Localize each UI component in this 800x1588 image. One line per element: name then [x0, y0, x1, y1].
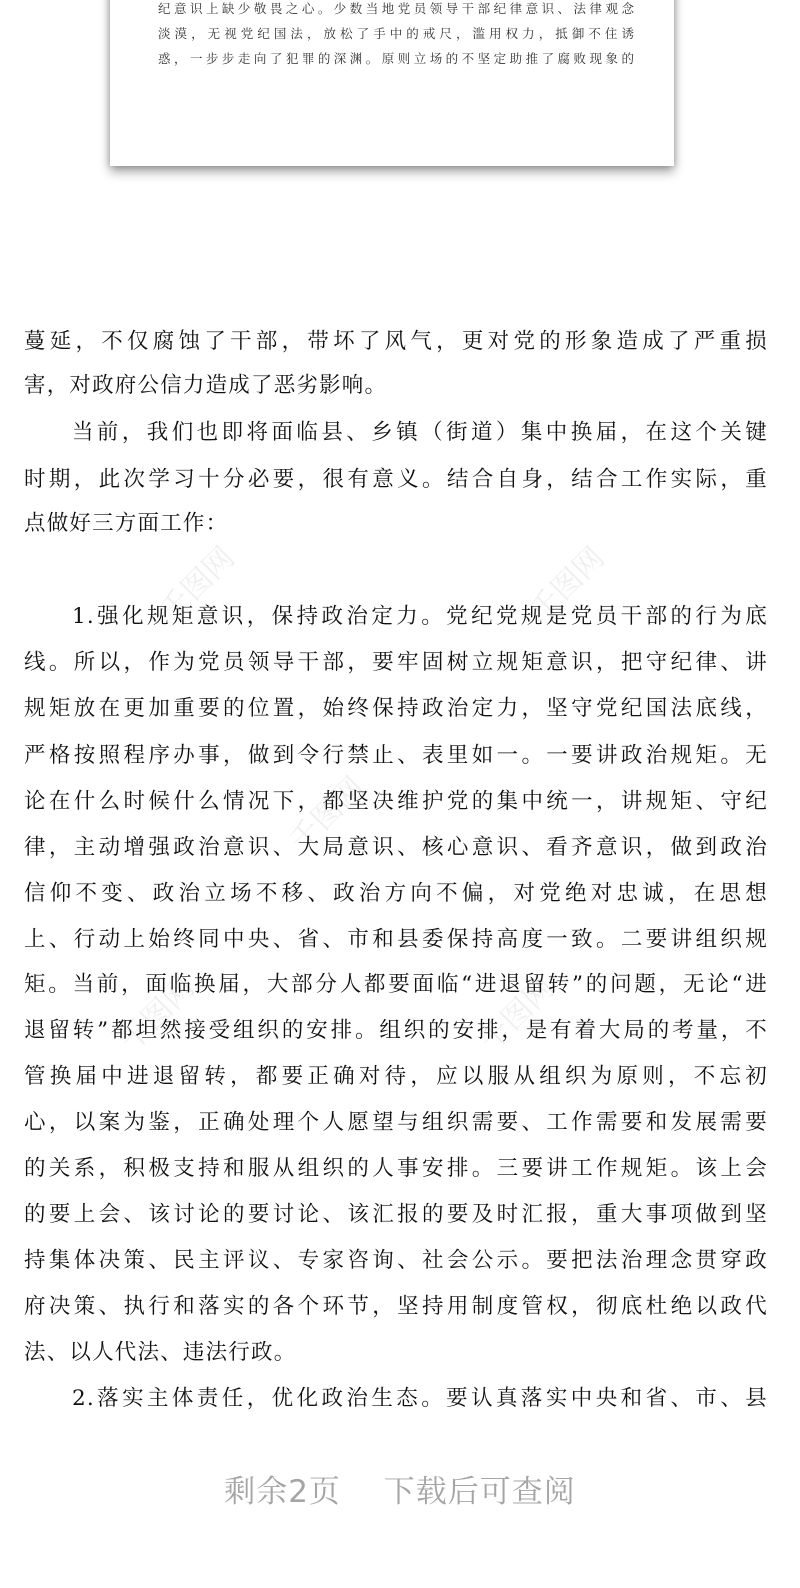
watermark: 千图网	[473, 970, 562, 1059]
paragraph-line: 管换届中进退留转，都要正确对待，应以服从组织为原则，不忘初	[24, 1064, 768, 1089]
paragraph-line: 害，对政府公信力造成了恶劣影响。	[24, 373, 388, 398]
remaining-pages-label: 剩余2页	[224, 1474, 341, 1510]
paragraph-line: 时期，此次学习十分必要，很有意义。结合自身，结合工作实际，重	[24, 467, 768, 492]
paragraph-line: 线。所以，作为党员领导干部，要牢固树立规矩意识，把守纪律、讲	[24, 650, 768, 675]
paragraph-line: 论在什么时候什么情况下，都坚决维护党的集中统一，讲规矩、守纪	[24, 789, 768, 814]
paragraph-line: 蔓延，不仅腐蚀了干部，带坏了风气，更对党的形象造成了严重损	[24, 329, 768, 354]
paragraph-line: 的关系，积极支持和服从组织的人事安排。三要讲工作规矩。该上会	[24, 1156, 768, 1181]
watermark: 千图网	[523, 540, 612, 629]
paragraph-line: 心，以案为鉴，正确处理个人愿望与组织需要、工作需要和发展需要	[24, 1110, 768, 1135]
paragraph-line: 2.落实主体责任，优化政治生态。要认真落实中央和省、市、县	[72, 1386, 768, 1411]
paragraph-line: 的要上会、该讨论的要讨论、该汇报的要及时汇报，重大事项做到坚	[24, 1202, 768, 1227]
download-prompt[interactable]	[0, 1466, 800, 1511]
paragraph-line: 上、行动上始终同中央、省、市和县委保持高度一致。二要讲组织规	[24, 927, 768, 952]
paragraph-line: 法、以人代法、违法行政。	[24, 1340, 297, 1365]
paragraph-line: 当前，我们也即将面临县、乡镇（街道）集中换届，在这个关键	[72, 420, 768, 445]
paragraph-line: 府决策、执行和落实的各个环节，坚持用制度管权，彻底杜绝以政代	[24, 1294, 768, 1319]
watermark: 千图网	[153, 540, 242, 629]
download-hint-label: 下载后可查阅	[383, 1474, 576, 1510]
paragraph-line: 点做好三方面工作：	[24, 511, 229, 536]
paragraph-line: 律，主动增强政治意识、大局意识、核心意识、看齐意识，做到政治	[24, 835, 768, 860]
paragraph-line: 持集体决策、民主评议、专家咨询、社会公示。要把法治理念贯穿政	[24, 1248, 768, 1273]
paragraph-line: 严格按照程序办事，做到令行禁止、表里如一。一要讲政治规矩。无	[24, 743, 768, 768]
paragraph-line: 1.强化规矩意识，保持政治定力。党纪党规是党员干部的行为底	[72, 604, 768, 629]
preview-text	[158, 0, 634, 71]
paragraph-line: 矩。当前，面临换届，大部分人都要面临“进退留转”的问题，无论“进	[24, 972, 768, 997]
preview-line: 惑，一步步走向了犯罪的深渊。原则立场的不坚定助推了腐败现象的	[158, 51, 634, 66]
previous-page-preview	[110, 0, 674, 166]
watermark: 千图网	[283, 770, 372, 859]
preview-line: 淡漠，无视党纪国法，放松了手中的戒尺，滥用权力，抵御不住诱	[158, 26, 634, 41]
paragraph-line: 规矩放在更加重要的位置，始终保持政治定力，坚守党纪国法底线，	[24, 696, 768, 721]
preview-line: 纪意识上缺少敬畏之心。少数当地党员领导干部纪律意识、法律观念	[158, 1, 634, 16]
paragraph-line: 信仰不变、政治立场不移、政治方向不偏，对党绝对忠诚，在思想	[24, 881, 768, 906]
paragraph-line: 退留转”都坦然接受组织的安排。组织的安排，是有着大局的考量，不	[24, 1018, 768, 1043]
watermark: 千图网	[113, 970, 202, 1059]
